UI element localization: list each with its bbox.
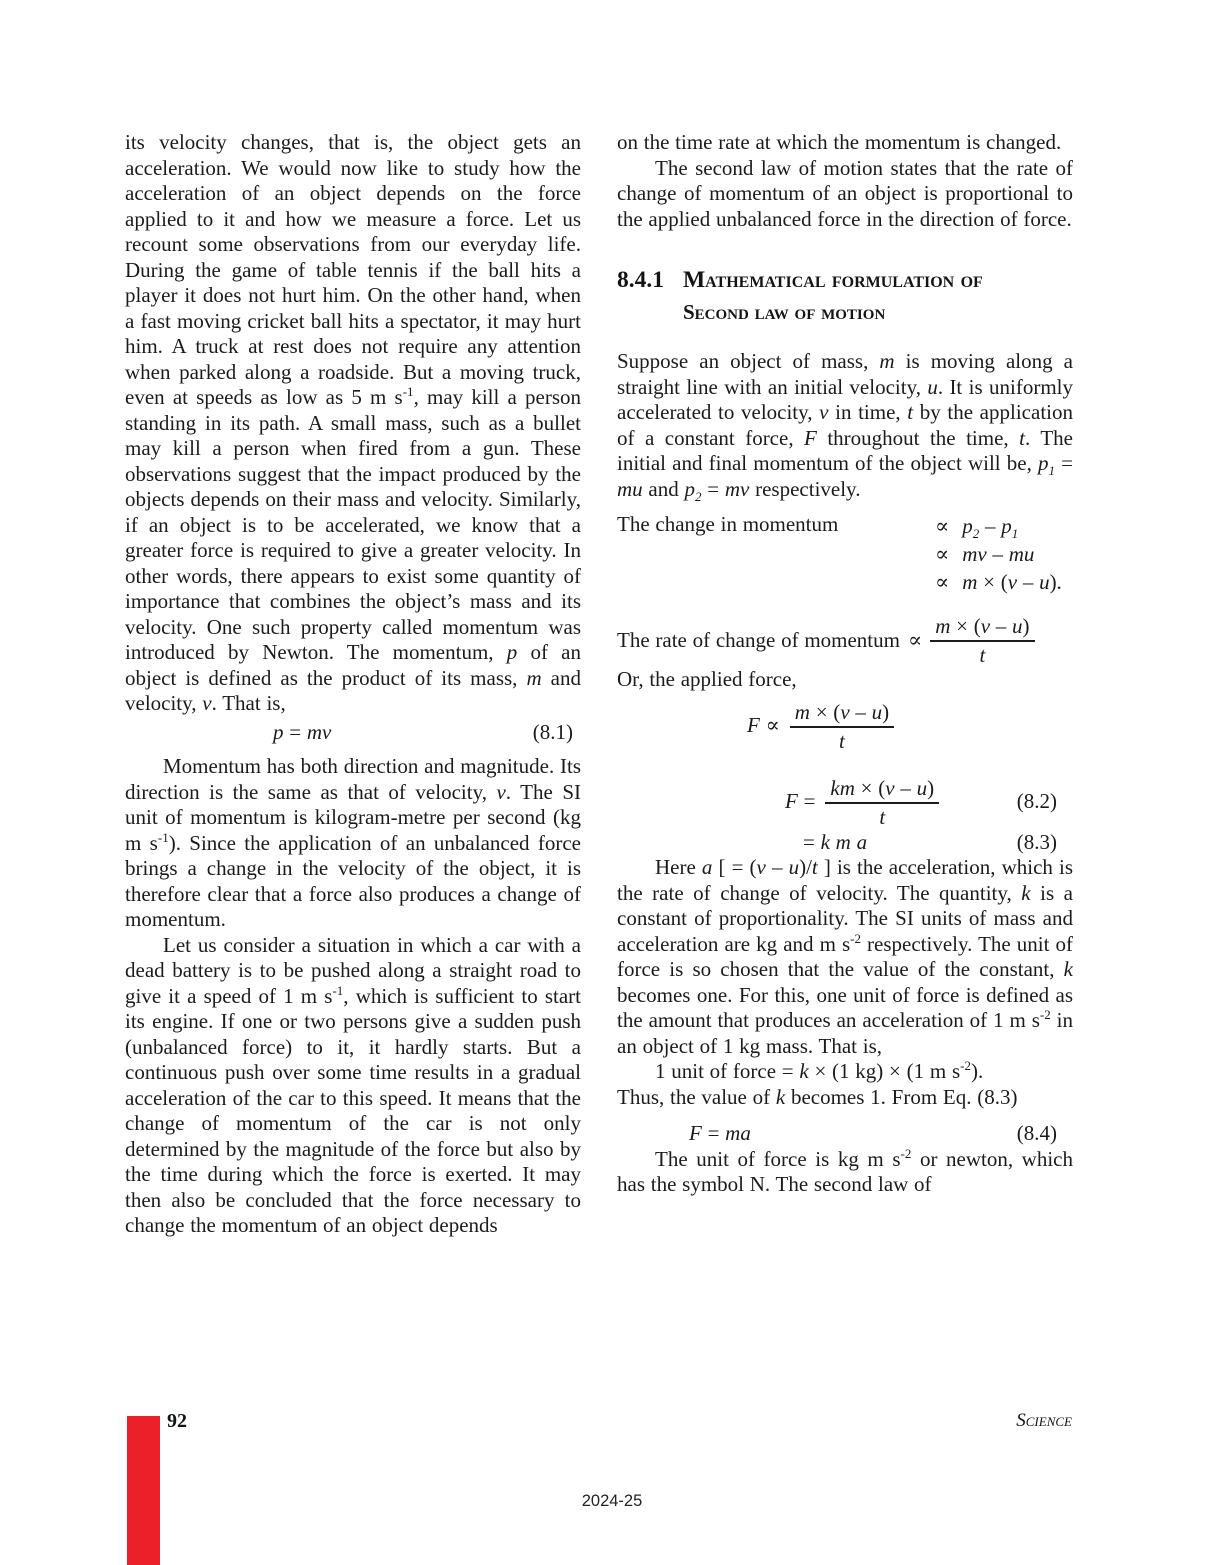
red-margin-bar (127, 1416, 160, 1565)
fraction (825, 776, 939, 829)
paragraph-observations: its velocity changes, that is, the object gets an acceleration. We would now like to study how the acceleration of an object depends on the force applied to it and how we measure a force. Let us recount some observations from our everyday life. During the game of table tennis if the ball hits a player it does not hurt him. On the other hand, when a fast moving cricket ball hits a spectator, it may hurt him. A truck at rest does not require any attention when parked along a roadside. But a moving truck, even at speeds as low as 5 m $s^{-1}$, may kill a person standing in its path. A small mass, such as a bullet may kill a person when fired from a gun. These observations suggest that the impact produced by the objects depends on their mass and velocity. Similarly, if an object is to be accelerated, we know that a greater force is required to give a greater velocity. In other words, there appears to exist some quantity of importance that combines the object’s mass and its velocity. One such property called momentum was introduced by Newton. The momentum, p of an object is defined as the product of its mass, m and velocity, v. That is, (125, 130, 581, 715)
left-column (125, 130, 581, 1239)
proportional-line (935, 540, 1062, 568)
proportional-symbol: ∝ (907, 627, 923, 652)
edition-year: 2024-25 (581, 1492, 643, 1510)
fraction-denominator: t (979, 643, 986, 667)
fraction-numerator: m × (v – u) (790, 700, 894, 728)
fraction-numerator: m × (v – u) (930, 614, 1034, 642)
right-column (617, 130, 1073, 1198)
paragraph-momentum-properties: Momentum has both direction and magnitude. Its direction is the same as that of velocity, v. The SI unit of momentum is kilogram-metre per second (kg m $s^{-1}$). Since the application of an unbalanced force brings a change in the velocity of the object, it is therefore clear that a force also produces a change of momentum. (125, 754, 581, 931)
section-heading (617, 264, 1073, 328)
equation-8-3-number: (8.3) (1016, 829, 1057, 854)
fraction-denominator: t (839, 728, 845, 753)
equation-lhs: F ∝ (747, 713, 780, 738)
book-title: Science (1016, 1410, 1072, 1431)
proportional-lines (935, 512, 1062, 596)
section-number: 8.4.1 (617, 267, 664, 293)
section-title (683, 264, 983, 328)
equation-8-2-row (617, 776, 1073, 829)
unit-of-force-line: 1 unit of force = k × (1 kg) × (1 m $s^{-2}$). (655, 1058, 984, 1083)
change-in-momentum-label: The change in momentum (617, 512, 839, 536)
equation-8-1-body: p = mv (273, 719, 332, 744)
proportional-expression: mv – mu (962, 542, 1035, 566)
fraction-numerator: km × (v – u) (825, 776, 939, 804)
paragraph-thus-k: Thus, the value of k becomes 1. From Eq. (8.3) (617, 1084, 1018, 1109)
proportional-symbol: ∝ (935, 542, 950, 566)
equation-8-2-number: (8.2) (1016, 789, 1057, 814)
equation-8-1-row (125, 720, 581, 746)
rate-of-change-label: The rate of change of momentum (617, 627, 900, 652)
paragraph-here-acceleration: Here a [ = (v – u)/t ] is the acceleration, which is the rate of change of velocity. The quantity, k is a constant of proportionality. The SI units of mass and acceleration are kg and m $s^{-2}$ respectively. The unit of force is so chosen that the value of the constant, k becomes one. For this, one unit of force is defined as the amount that produces an acceleration of 1 m $s^{-2}$ in an object of 1 kg mass. That is, (617, 855, 1074, 1058)
paragraph-unit-newton: The unit of force is kg m $s^{-2}$ or newton, which has the symbol N. The second law of (617, 1145, 1074, 1196)
fraction-denominator: t (879, 804, 886, 829)
proportional-expression: $p_2 - p_1$ (962, 514, 1019, 542)
rate-of-change-row (617, 614, 1073, 667)
section-title-line-2: Second law of motion (683, 300, 886, 324)
paragraph-second-law-statement: The second law of motion states that the rate of change of momentum of an object is proportional to the applied unbalanced force in the direction of force. (617, 155, 1073, 231)
or-applied-force-line: Or, the applied force, (617, 667, 797, 691)
equation-8-4-body: F = ma (689, 1121, 751, 1145)
proportional-symbol: ∝ (935, 514, 950, 538)
proportional-line (935, 512, 1062, 540)
change-in-momentum-block (617, 512, 1073, 600)
equation-8-4-number: (8.4) (1016, 1121, 1057, 1145)
fraction (790, 700, 894, 753)
proportional-symbol: ∝ (935, 570, 950, 594)
equation-8-3-body: = k m a (803, 829, 868, 854)
fraction (930, 614, 1034, 667)
paragraph-car-example: Let us consider a situation in which a car with a dead battery is to be pushed along a straight road to give it a speed of 1 m $s^{-1}$, which is sufficient to start its engine. If one or two persons give a sudden push (unbalanced force) to it, it hardly starts. But a continuous push over some time results in a gradual acceleration of the car to this speed. It means that the change of momentum of the car is not only determined by the magnitude of the force but also by the time during which the force is exerted. It may then also be concluded that the force necessary to change the momentum of an object depends (125, 932, 581, 1237)
paragraph-time-rate: on the time rate at which the momentum is changed. (617, 130, 1062, 154)
proportional-expression: m × (v – u). (962, 570, 1062, 594)
equation-8-1-number: (8.1) (532, 719, 573, 744)
page-number: 92 (167, 1410, 187, 1432)
equation-8-2-lhs: F = (785, 789, 816, 814)
force-proportional-row (617, 700, 1073, 753)
paragraph-suppose-object: Suppose an object of mass, m is moving along a straight line with an initial velocity, u. It is uniformly accelerated to velocity, v in time, t by the application of a constant force, F throughout the time, t. The initial and final momentum of the object will be, $p_1$ = mu and $p_2$ = mv respectively. (617, 349, 1074, 504)
proportional-line (935, 568, 1062, 596)
section-title-line-1: Mathematical formulation of (683, 267, 983, 293)
equation-8-4-row (617, 1121, 1073, 1147)
equation-8-3-row (617, 830, 1073, 856)
